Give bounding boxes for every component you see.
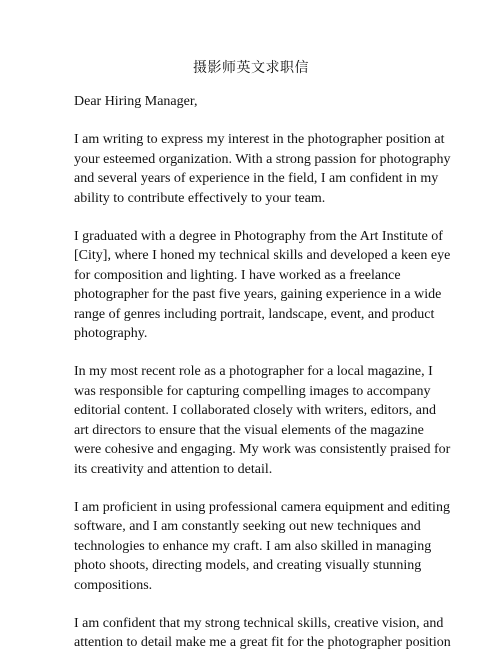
paragraph-line: was responsible for capturing compelling images to accompany bbox=[74, 383, 431, 399]
paragraph-line: I graduated with a degree in Photography from the Art Institute of bbox=[74, 229, 443, 245]
paragraph-4 bbox=[74, 498, 450, 595]
paragraph-line: photography. bbox=[74, 326, 148, 342]
paragraph-line: editorial content. I collaborated closely with writers, editors, and bbox=[74, 403, 436, 419]
salutation bbox=[74, 92, 440, 111]
letter-body bbox=[74, 92, 451, 649]
paragraph-line: I am proficient in using professional camera equipment and editing bbox=[74, 499, 450, 515]
paragraph-line: In my most recent role as a photographer for a local magazine, I bbox=[74, 364, 433, 380]
paragraph-line: range of genres including portrait, landscape, event, and product bbox=[74, 306, 435, 322]
paragraph-line: art directors to ensure that the visual elements of the magazine bbox=[74, 422, 424, 438]
paragraph-line: attention to detail make me a great fit for the photographer position bbox=[74, 635, 451, 649]
paragraph-line: your esteemed organization. With a strong passion for photography bbox=[74, 151, 451, 167]
paragraph-line: and several years of experience in the field, I am confident in my bbox=[74, 171, 439, 187]
paragraph-line: for composition and lighting. I have worked as a freelance bbox=[74, 267, 401, 283]
paragraph-line: software, and I am constantly seeking out new techniques and bbox=[74, 519, 421, 535]
paragraph-line: ability to contribute effectively to your team. bbox=[74, 190, 326, 206]
paragraph-1 bbox=[74, 130, 451, 208]
salutation-line: Dear Hiring Manager, bbox=[74, 94, 198, 109]
paragraph-line: were cohesive and engaging. My work was consistently praised for bbox=[74, 442, 451, 458]
paragraph-line: I am confident that my strong technical skills, creative vision, and bbox=[74, 615, 444, 631]
paragraph-line: photographer for the past five years, gaining experience in a wide bbox=[74, 287, 442, 303]
paragraph-5 bbox=[74, 614, 451, 649]
paragraph-2 bbox=[74, 227, 451, 343]
paragraph-3 bbox=[74, 362, 451, 478]
paragraph-line: photo shoots, directing models, and creating visually stunning bbox=[74, 558, 422, 574]
paragraph-line: I am writing to express my interest in the photographer position at bbox=[74, 132, 445, 148]
paragraph-line: its creativity and attention to detail. bbox=[74, 461, 273, 477]
paragraph-line: technologies to enhance my craft. I am also skilled in managing bbox=[74, 538, 432, 554]
document-title: 摄影师英文求职信 bbox=[193, 61, 309, 76]
paragraph-line: [City], where I honed my technical skills and developed a keen eye bbox=[74, 248, 451, 264]
paragraph-line: compositions. bbox=[74, 577, 153, 593]
